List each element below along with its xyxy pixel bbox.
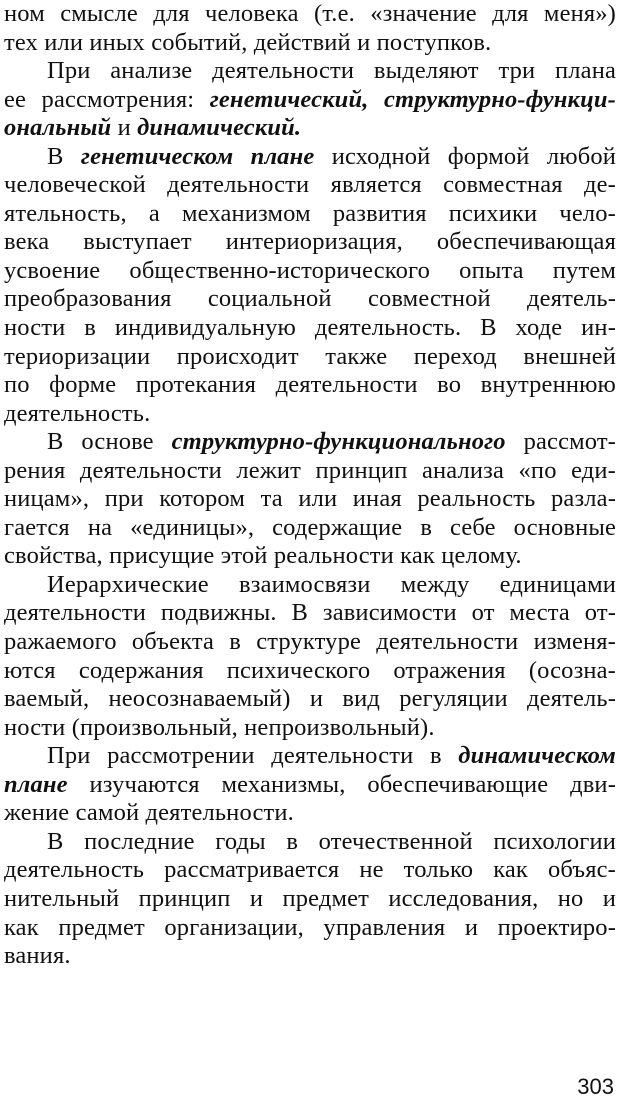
text-segment: рения деятельности лежит принцип анализа «по еди- [4, 456, 616, 484]
text-line [4, 343, 616, 372]
text-line [4, 457, 616, 486]
text-line [4, 657, 616, 686]
text-line [4, 0, 616, 29]
emphasized-term: ональный [4, 114, 112, 142]
text-segment: исходной формой любой [314, 142, 616, 170]
text-segment: жение самой деятельности. [4, 799, 294, 827]
text-segment: человеческой деятельности является совместная де- [4, 171, 616, 199]
emphasized-term: генетический, структурно-функци- [209, 85, 616, 113]
text-line [4, 799, 616, 828]
page-body-text [4, 0, 616, 971]
text-segment: нительный принцип и предмет исследования, но и [4, 884, 616, 912]
text-line [4, 200, 616, 229]
text-segment: ее рассмотрения: [4, 85, 210, 113]
text-segment: ятельность, а механизмом развития психики чело- [4, 199, 616, 227]
text-segment: Иерархические взаимосвязи между единицами [47, 570, 616, 598]
text-line [4, 86, 616, 115]
text-line [4, 714, 616, 743]
emphasized-term: структурно-функционального [171, 428, 506, 456]
text-segment: териоризации происходит также переход внешней [4, 342, 616, 370]
page-number: 303 [577, 1074, 614, 1099]
emphasized-term: генетическом плане [80, 142, 315, 170]
text-line [4, 914, 616, 943]
text-segment: и [111, 114, 138, 142]
text-segment: рассмот- [505, 428, 616, 456]
text-line [4, 371, 616, 400]
text-line [4, 542, 616, 571]
text-segment: вания. [4, 942, 71, 970]
text-line [4, 257, 616, 286]
paragraph-first-line [4, 742, 616, 771]
text-line [4, 942, 616, 971]
text-segment: изучаются механизмы, обеспечивающие дви- [67, 770, 616, 798]
text-segment: ницам», при котором та или иная реальность разла- [4, 485, 616, 513]
text-line [4, 771, 616, 800]
text-segment: ном смысле для человека (т.е. «значение для меня») [4, 0, 616, 27]
text-segment: деятельность. [4, 399, 151, 427]
text-line [4, 400, 616, 429]
paragraph-first-line [4, 428, 616, 457]
text-segment: В последние годы в отечественной психологии [47, 827, 616, 855]
text-segment: гается на «единицы», содержащие в себе основные [4, 513, 616, 541]
emphasized-term: динамический. [137, 114, 302, 142]
paragraph-first-line [4, 571, 616, 600]
text-line [4, 628, 616, 657]
text-line [4, 285, 616, 314]
text-line [4, 29, 616, 58]
text-segment: тех или иных событий, действий и поступков. [4, 28, 492, 56]
text-line [4, 599, 616, 628]
text-line [4, 485, 616, 514]
emphasized-term: динамическом [458, 742, 616, 770]
text-segment: преобразования социальной совместной деятель- [4, 285, 616, 313]
text-segment: В основе [47, 428, 172, 456]
text-segment: ности (произвольный, непроизвольный). [4, 713, 435, 741]
text-line [4, 314, 616, 343]
text-line [4, 171, 616, 200]
text-segment: по форме протекания деятельности во внутреннюю [4, 371, 616, 399]
text-line [4, 685, 616, 714]
emphasized-term: плане [4, 770, 68, 798]
text-line [4, 856, 616, 885]
text-segment: ются содержания психического отражения (осозна- [4, 656, 616, 684]
text-line [4, 514, 616, 543]
text-segment: свойства, присущие этой реальности как целому. [4, 542, 522, 570]
text-line [4, 114, 616, 143]
text-segment: деятельности подвижны. В зависимости от места от- [4, 599, 616, 627]
paragraph-first-line [4, 828, 616, 857]
text-line [4, 228, 616, 257]
text-line [4, 885, 616, 914]
paragraph-first-line [4, 57, 616, 86]
text-segment: усвоение общественно-исторического опыта путем [4, 256, 616, 284]
text-segment: При рассмотрении деятельности в [47, 742, 459, 770]
text-segment: как предмет организации, управления и проектиро- [4, 913, 616, 941]
text-segment: ражаемого объекта в структуре деятельности изменя- [4, 628, 616, 656]
text-segment: При анализе деятельности выделяют три плана [47, 57, 616, 85]
paragraph-first-line [4, 143, 616, 172]
text-segment: деятельность рассматривается не только как объяс- [4, 856, 616, 884]
text-segment: века выступает интериоризация, обеспечивающая [4, 228, 616, 256]
text-segment: ваемый, неосознаваемый) и вид регуляции деятель- [4, 685, 616, 713]
text-segment: ности в индивидуальную деятельность. В ходе ин- [4, 314, 616, 342]
text-segment: В [47, 142, 81, 170]
